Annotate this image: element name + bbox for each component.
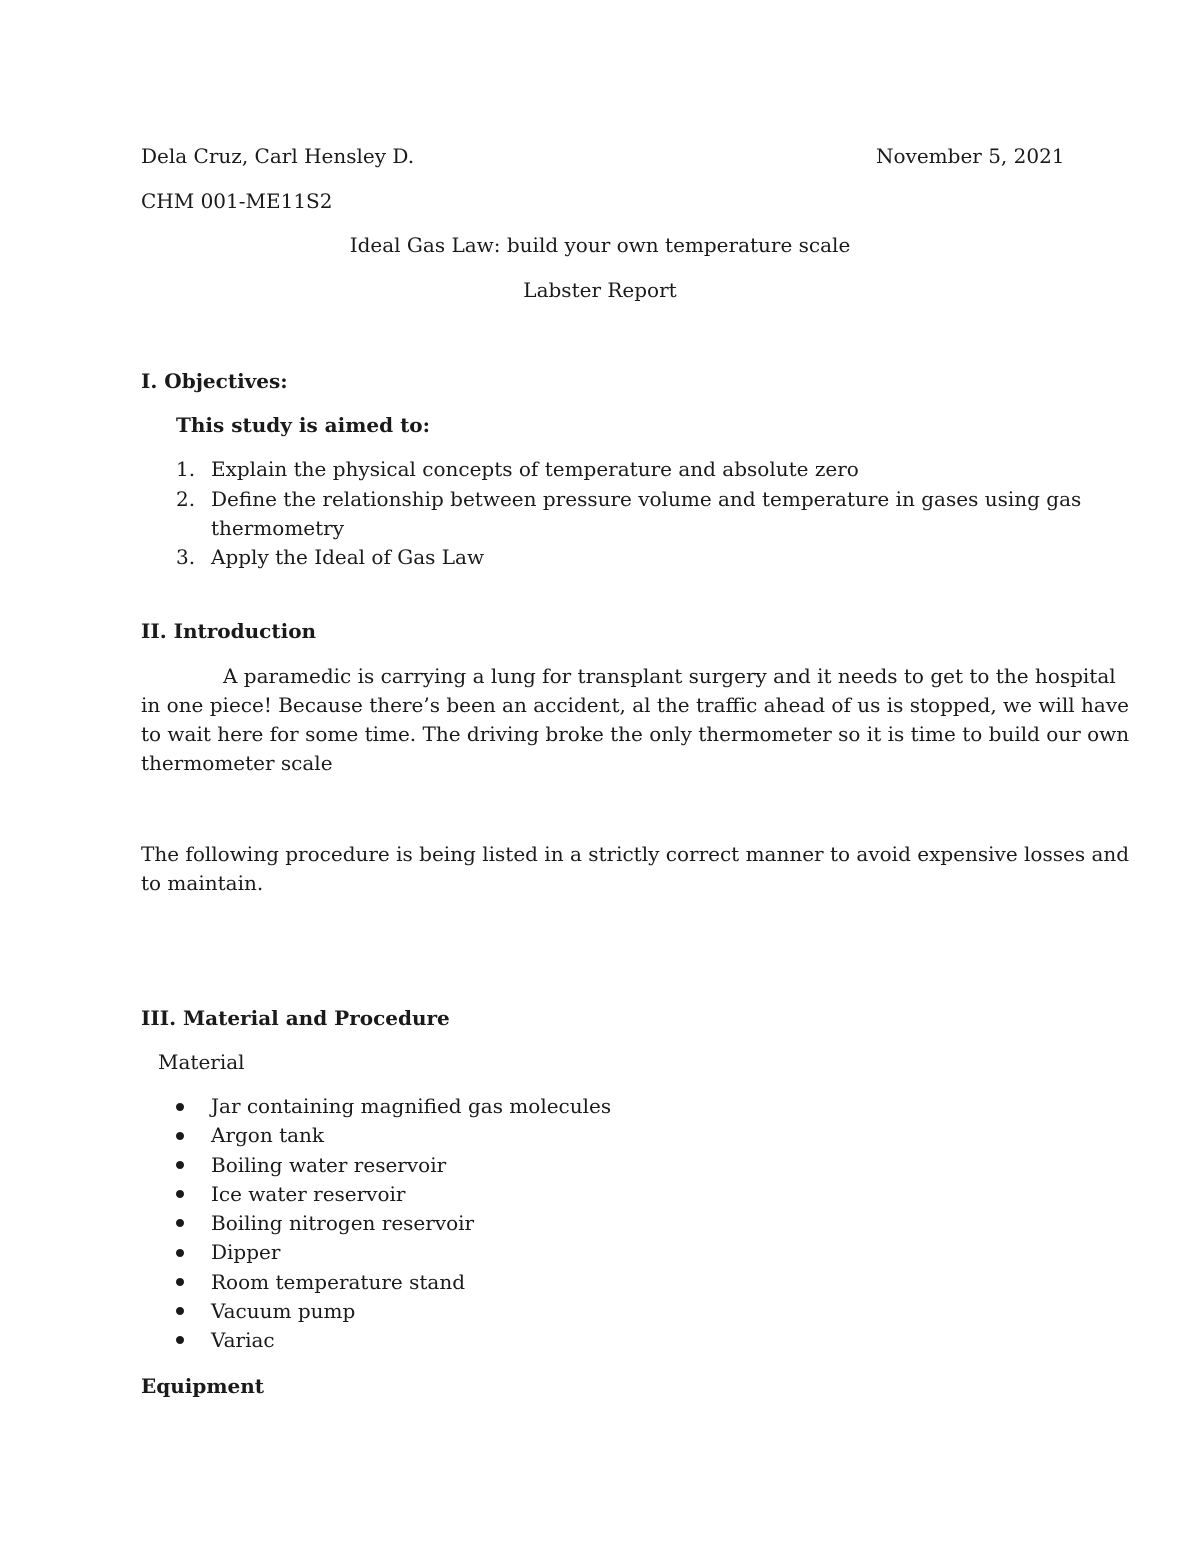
equipment-heading: Equipment xyxy=(141,1374,265,1398)
bullet-icon xyxy=(176,1336,184,1344)
document-title: Ideal Gas Law: build your own temperature scale xyxy=(349,233,851,257)
bullet-icon xyxy=(176,1219,184,1227)
paragraph-line: A paramedic is carrying a lung for transplant surgery and it needs to get to the hospital xyxy=(223,664,1116,688)
paragraph-line: to wait here for some time. The driving broke the only thermometer so it is time to build our own xyxy=(141,722,1130,746)
materials-heading: III. Material and Procedure xyxy=(141,1006,450,1030)
course-code: CHM 001-ME11S2 xyxy=(141,189,333,213)
list-item-text: Boiling water reservoir xyxy=(211,1153,447,1177)
bullet-icon xyxy=(176,1190,184,1198)
bullet-icon xyxy=(176,1307,184,1315)
list-item-text: Dipper xyxy=(211,1240,281,1264)
bullet-icon xyxy=(176,1161,184,1169)
objectives-lead: This study is aimed to: xyxy=(176,413,431,437)
bullet-icon xyxy=(176,1278,184,1286)
materials-subheading: Material xyxy=(158,1050,245,1074)
report-date: November 5, 2021 xyxy=(876,144,1065,168)
paragraph-line: to maintain. xyxy=(141,871,264,895)
bullet-icon xyxy=(176,1132,184,1140)
list-item-text: Room temperature stand xyxy=(211,1270,466,1294)
list-item-text: Apply the Ideal of Gas Law xyxy=(211,545,485,569)
author-name: Dela Cruz, Carl Hensley D. xyxy=(141,144,415,168)
paragraph-line: in one piece! Because there’s been an accident, al the traffic ahead of us is stopped, we will have xyxy=(141,693,1129,717)
list-item-text: Ice water reservoir xyxy=(211,1182,406,1206)
list-number: 2. xyxy=(176,487,196,511)
list-item-text: Explain the physical concepts of temperature and absolute zero xyxy=(211,457,859,481)
objectives-heading: I. Objectives: xyxy=(141,369,288,393)
bullet-icon xyxy=(176,1249,184,1257)
list-item-text: Boiling nitrogen reservoir xyxy=(211,1211,475,1235)
list-item-text: Define the relationship between pressure volume and temperature in gases using gas xyxy=(211,487,1082,511)
bullet-icon xyxy=(176,1103,184,1111)
paragraph-line: The following procedure is being listed in a strictly correct manner to avoid expensive losses and xyxy=(141,842,1130,866)
list-item-text: Jar containing magnified gas molecules xyxy=(211,1094,612,1118)
document-subtitle: Labster Report xyxy=(523,278,677,302)
introduction-heading: II. Introduction xyxy=(141,619,317,643)
paragraph-line: thermometer scale xyxy=(141,751,333,775)
list-item-text: Vacuum pump xyxy=(211,1299,356,1323)
list-item-text: thermometry xyxy=(211,516,345,540)
list-item-text: Argon tank xyxy=(211,1123,325,1147)
list-item-text: Variac xyxy=(211,1328,275,1352)
list-number: 1. xyxy=(176,457,196,481)
list-number: 3. xyxy=(176,545,196,569)
